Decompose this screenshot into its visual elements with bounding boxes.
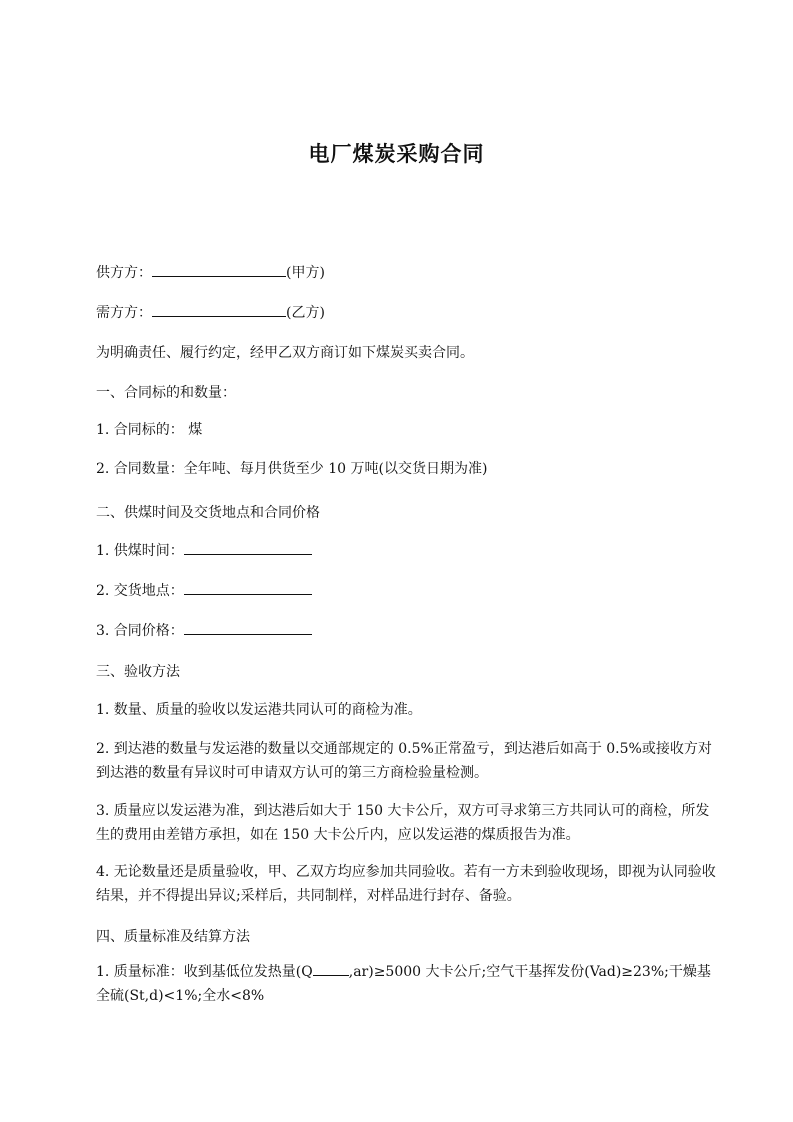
delivery-place-blank bbox=[184, 580, 312, 595]
section3-item4: 4. 无论数量还是质量验收，甲、乙双方均应参加共同验收。若有一方未到验收现场，即视为认同验收结果，并不得提出异议;采样后，共同制样，对样品进行封存、备验。 bbox=[96, 864, 716, 904]
section2-item3 bbox=[96, 620, 312, 641]
intro-paragraph: 为明确责任、履行约定，经甲乙双方商订如下煤炭买卖合同。 bbox=[96, 345, 474, 361]
section1-item2: 2. 合同数量：全年吨、每月供货至少 10 万吨(以交货日期为准) bbox=[96, 461, 488, 477]
contract-price-blank bbox=[184, 620, 312, 635]
buyer-line bbox=[96, 302, 325, 323]
quality-standard-post: ,ar)≥5000 大卡公斤;空气干基挥发份(Vad)≥23%;干燥基全硫(St,d)<1%;全水<8% bbox=[96, 964, 711, 1004]
supplier-label: 供方方： bbox=[96, 265, 152, 281]
supply-time-label: 1. 供煤时间： bbox=[96, 543, 184, 559]
calorific-subscript-blank bbox=[313, 963, 349, 976]
section2-heading: 二、供煤时间及交货地点和合同价格 bbox=[96, 505, 320, 521]
supplier-suffix: (甲方) bbox=[286, 265, 325, 281]
section2-item1 bbox=[96, 540, 312, 561]
supplier-line bbox=[96, 262, 325, 283]
section1-heading: 一、合同标的和数量： bbox=[96, 385, 236, 401]
section3-item3: 3. 质量应以发运港为准，到达港后如大于 150 大卡公斤，双方可寻求第三方共同认可的商检，所发生的费用由差错方承担，如在 150 大卡公斤内，应以发运港的煤质报告为准。 bbox=[96, 803, 710, 843]
section3-item1: 1. 数量、质量的验收以发运港共同认可的商检为准。 bbox=[96, 702, 422, 718]
buyer-label: 需方方： bbox=[96, 305, 152, 321]
document-title: 电厂煤炭采购合同 bbox=[308, 142, 485, 166]
delivery-place-label: 2. 交货地点： bbox=[96, 583, 184, 599]
section4-heading: 四、质量标准及结算方法 bbox=[96, 929, 250, 945]
section4-item1 bbox=[96, 960, 716, 1008]
buyer-suffix: (乙方) bbox=[286, 305, 325, 321]
section2-item2 bbox=[96, 580, 312, 601]
supplier-blank bbox=[152, 262, 286, 277]
section1-item1: 1. 合同标的： 煤 bbox=[96, 422, 203, 438]
section3-item2: 2. 到达港的数量与发运港的数量以交通部规定的 0.5%正常盈亏，到达港后如高于 0.5%或接收方对到达港的数量有异议时可申请双方认可的第三方商检验量检测。 bbox=[96, 741, 712, 781]
buyer-blank bbox=[152, 302, 286, 317]
contract-price-label: 3. 合同价格： bbox=[96, 623, 184, 639]
supply-time-blank bbox=[184, 540, 312, 555]
quality-standard-pre: 1. 质量标准：收到基低位发热量(Q bbox=[96, 964, 313, 980]
section3-heading: 三、验收方法 bbox=[96, 664, 180, 680]
